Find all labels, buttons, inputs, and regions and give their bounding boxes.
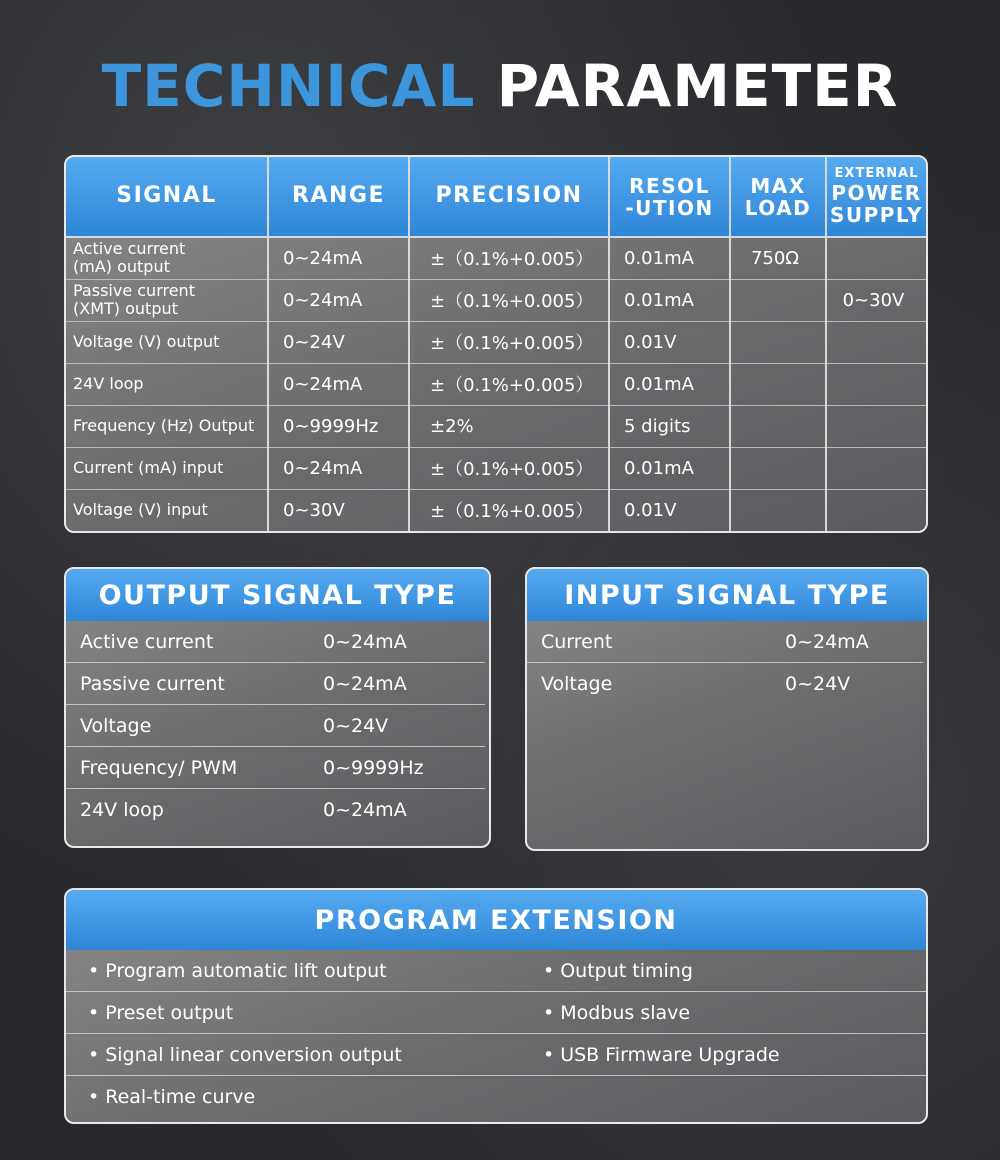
cell-precision: ±2% bbox=[409, 405, 609, 447]
feature-item bbox=[543, 960, 926, 982]
header-range: RANGE bbox=[268, 157, 409, 237]
cell-resolution: 0.01V bbox=[609, 489, 730, 531]
cell-range: 0~24mA bbox=[268, 279, 409, 321]
header-resolution: RESOL -UTION bbox=[609, 157, 730, 237]
cell-max-load bbox=[730, 279, 826, 321]
cell-power-supply: 0~30V bbox=[826, 279, 926, 321]
cell-signal: Voltage (V) output bbox=[66, 321, 268, 363]
signal-range: 0~24mA bbox=[323, 630, 407, 653]
program-extension-list bbox=[66, 950, 926, 1118]
cell-range: 0~24V bbox=[268, 321, 409, 363]
cell-range: 0~24mA bbox=[268, 447, 409, 489]
cell-signal: Voltage (V) input bbox=[66, 489, 268, 531]
table-header-row bbox=[66, 157, 926, 237]
bullet-icon: • bbox=[543, 1043, 555, 1066]
table-row bbox=[66, 321, 926, 363]
signal-name: Voltage bbox=[80, 714, 152, 737]
list-item bbox=[66, 1034, 926, 1076]
program-extension-title: PROGRAM EXTENSION bbox=[66, 890, 926, 950]
header-signal: SIGNAL bbox=[66, 157, 268, 237]
cell-power-supply bbox=[826, 405, 926, 447]
input-signal-type-title: INPUT SIGNAL TYPE bbox=[527, 569, 927, 621]
bullet-icon: • bbox=[88, 1043, 100, 1066]
page-title-part1: TECHNICAL bbox=[101, 52, 476, 120]
feature-label: Preset output bbox=[105, 1001, 234, 1024]
cell-range: 0~24mA bbox=[268, 237, 409, 279]
table-row bbox=[66, 279, 926, 321]
list-item bbox=[66, 663, 485, 705]
cell-range: 0~24mA bbox=[268, 363, 409, 405]
signal-range: 0~9999Hz bbox=[323, 756, 424, 779]
list-item bbox=[66, 1076, 926, 1118]
cell-resolution: 5 digits bbox=[609, 405, 730, 447]
list-item bbox=[66, 747, 485, 789]
cell-power-supply bbox=[826, 447, 926, 489]
program-extension-panel bbox=[64, 888, 928, 1124]
cell-resolution: 0.01mA bbox=[609, 279, 730, 321]
cell-power-supply bbox=[826, 489, 926, 531]
bullet-icon: • bbox=[88, 959, 100, 982]
feature-item bbox=[66, 1044, 543, 1066]
input-signal-type-panel bbox=[525, 567, 929, 851]
bullet-icon: • bbox=[88, 1001, 100, 1024]
signal-name: Voltage bbox=[541, 673, 613, 695]
list-item bbox=[527, 663, 923, 705]
header-precision: PRECISION bbox=[409, 157, 609, 237]
feature-label: Modbus slave bbox=[560, 1001, 691, 1024]
bullet-icon: • bbox=[543, 1001, 555, 1024]
feature-item bbox=[543, 1044, 926, 1066]
table-row bbox=[66, 363, 926, 405]
list-item bbox=[66, 705, 485, 747]
cell-resolution: 0.01mA bbox=[609, 447, 730, 489]
cell-range: 0~30V bbox=[268, 489, 409, 531]
signal-name: Current bbox=[541, 630, 613, 653]
cell-max-load bbox=[730, 363, 826, 405]
cell-resolution: 0.01mA bbox=[609, 363, 730, 405]
cell-precision: ±（0.1%+0.005） bbox=[409, 363, 609, 405]
cell-precision: ±（0.1%+0.005） bbox=[409, 489, 609, 531]
cell-power-supply bbox=[826, 321, 926, 363]
cell-precision: ±（0.1%+0.005） bbox=[409, 321, 609, 363]
cell-signal: Passive current (XMT) output bbox=[66, 279, 268, 321]
output-signal-type-title: OUTPUT SIGNAL TYPE bbox=[66, 569, 489, 621]
cell-max-load bbox=[730, 489, 826, 531]
input-signal-list bbox=[527, 621, 927, 705]
table-row bbox=[66, 447, 926, 489]
signal-range: 0~24V bbox=[785, 673, 851, 695]
bullet-icon: • bbox=[88, 1086, 100, 1108]
list-item bbox=[66, 950, 926, 992]
table-row bbox=[66, 237, 926, 279]
cell-signal: Frequency (Hz) Output bbox=[66, 405, 268, 447]
cell-max-load bbox=[730, 447, 826, 489]
cell-max-load bbox=[730, 405, 826, 447]
feature-label: USB Firmware Upgrade bbox=[560, 1043, 780, 1066]
feature-item bbox=[543, 1002, 926, 1024]
list-item bbox=[66, 621, 485, 663]
feature-item bbox=[66, 960, 543, 982]
cell-max-load bbox=[730, 321, 826, 363]
table-row bbox=[66, 405, 926, 447]
cell-resolution: 0.01V bbox=[609, 321, 730, 363]
signal-range: 0~24V bbox=[323, 714, 389, 737]
list-item bbox=[66, 992, 926, 1034]
feature-label: Output timing bbox=[560, 959, 693, 982]
cell-power-supply bbox=[826, 363, 926, 405]
header-max-load: MAX LOAD bbox=[730, 157, 826, 237]
signal-range: 0~24mA bbox=[323, 672, 407, 695]
cell-precision: ±（0.1%+0.005） bbox=[409, 447, 609, 489]
output-signal-list bbox=[66, 621, 489, 831]
cell-precision: ±（0.1%+0.005） bbox=[409, 237, 609, 279]
bullet-icon: • bbox=[543, 959, 555, 982]
cell-signal: Active current (mA) output bbox=[66, 237, 268, 279]
feature-item bbox=[66, 1086, 543, 1108]
feature-label: Real-time curve bbox=[105, 1086, 256, 1108]
signal-name: Frequency/ PWM bbox=[80, 756, 238, 779]
feature-item bbox=[66, 1002, 543, 1024]
cell-max-load: 750Ω bbox=[730, 237, 826, 279]
page-title-part2: PARAMETER bbox=[496, 52, 899, 120]
signal-name: Active current bbox=[80, 630, 214, 653]
cell-signal: 24V loop bbox=[66, 363, 268, 405]
cell-precision: ±（0.1%+0.005） bbox=[409, 279, 609, 321]
feature-label: Signal linear conversion output bbox=[105, 1043, 402, 1066]
header-external-power-supply bbox=[826, 157, 926, 237]
signal-name: Passive current bbox=[80, 672, 225, 695]
technical-parameter-table bbox=[66, 157, 926, 531]
technical-parameter-table-panel bbox=[64, 155, 928, 533]
signal-range: 0~24mA bbox=[785, 630, 869, 653]
cell-resolution: 0.01mA bbox=[609, 237, 730, 279]
header-external-label: EXTERNAL bbox=[834, 166, 919, 182]
page-title bbox=[0, 52, 1000, 120]
cell-power-supply bbox=[826, 237, 926, 279]
feature-label: Program automatic lift output bbox=[105, 959, 387, 982]
signal-name: 24V loop bbox=[80, 799, 164, 821]
cell-range: 0~9999Hz bbox=[268, 405, 409, 447]
header-power-supply-label: POWER SUPPLY bbox=[829, 180, 924, 227]
table-row bbox=[66, 489, 926, 531]
list-item bbox=[527, 621, 923, 663]
signal-range: 0~24mA bbox=[323, 799, 407, 821]
output-signal-type-panel bbox=[64, 567, 491, 848]
list-item bbox=[66, 789, 485, 831]
cell-signal: Current (mA) input bbox=[66, 447, 268, 489]
